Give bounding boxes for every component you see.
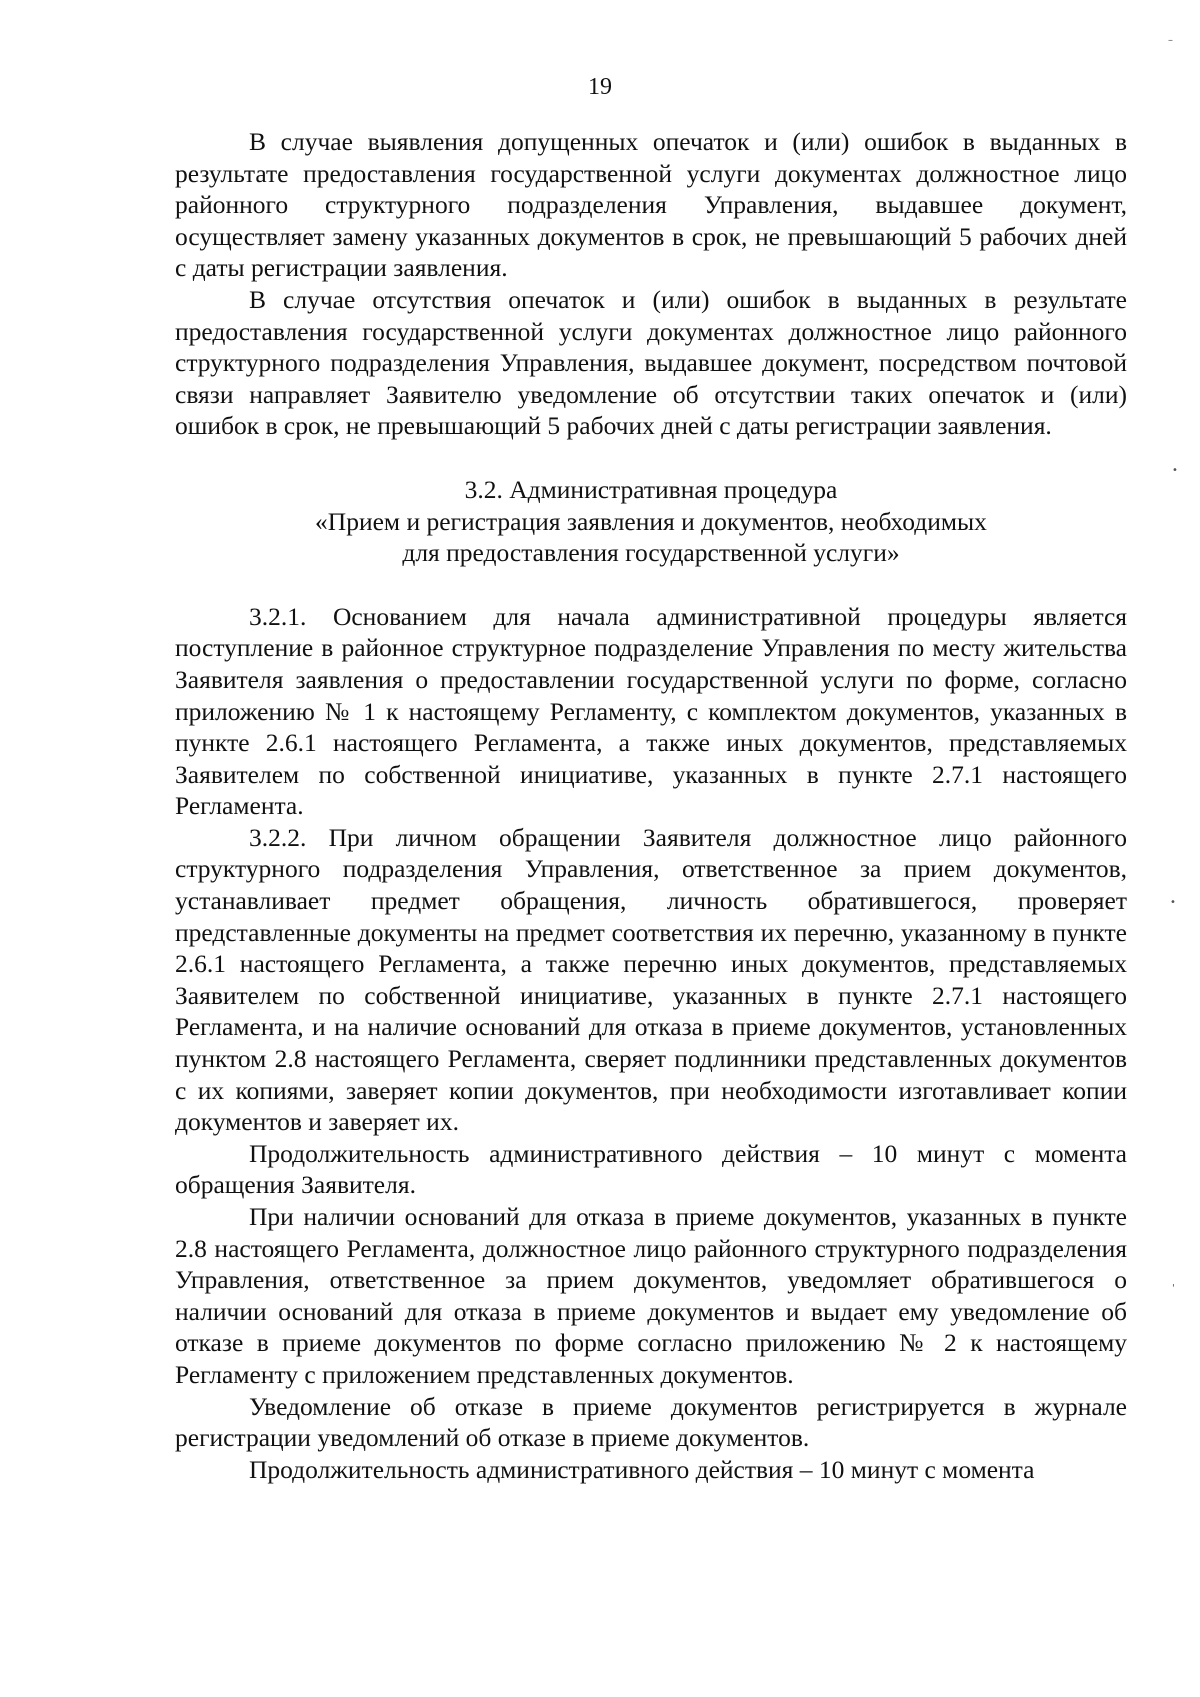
paragraph-duration-1: Продолжительность административного действия – 10 минут с момента обращения Заявителя.	[175, 1138, 1127, 1200]
section-heading	[175, 474, 1127, 569]
scan-speck: •	[1170, 897, 1176, 908]
scan-speck: –	[1168, 35, 1173, 46]
paragraph-duration-2: Продолжительность административного действия – 10 минут с момента	[249, 1454, 1035, 1484]
paragraph-no-typo-notice: В случае отсутствия опечаток и (или) ошибок в выданных в результате предоставления государственной услуги документах должностное лицо районного структурного подразделения Управления, выдавшее документ, посредством почтовой связи направляет Заявителю уведомление об отсутствии таких опечаток и (или) ошибок в срок, не превышающий 5 рабочих дней с даты регистрации заявления.	[175, 284, 1127, 441]
page-number: 19	[588, 74, 612, 100]
paragraph-typo-correction: В случае выявления допущенных опечаток и (или) ошибок в выданных в результате предоставления государственной услуги документах должностное лицо районного структурного подразделения Управления, выдавшее документ, осуществляет замену указанных документов в срок, не превышающий 5 рабочих дней с даты регистрации заявления.	[175, 127, 1127, 283]
paragraph-refusal-registration: Уведомление об отказе в приеме документов регистрируется в журнале регистрации уведомлений об отказе в приеме документов.	[175, 1391, 1127, 1453]
paragraph-refusal-grounds: При наличии оснований для отказа в приеме документов, указанных в пункте 2.8 настоящего Регламента, должностное лицо районного структурного подразделения Управления, ответственное за прием документов, уведомляет обратившегося о наличии оснований для отказа в приеме документов и выдает ему уведомление об отказе в приеме документов по форме согласно приложению № 2 к настоящему Регламенту с приложением представленных документов.	[175, 1202, 1127, 1389]
section-heading-number: 3.2. Административная процедура	[464, 474, 838, 504]
paragraph-3-2-2: 3.2.2. При личном обращении Заявителя должностное лицо районного структурного подразделения Управления, ответственное за прием документов, устанавливает предмет обращения, личность обратившегося, проверяет представленные документы на предмет соответствия их перечню, указанному в пункте 2.6.1 настоящего Регламента, а также перечню иных документов, представляемых Заявителем по собственной инициативе, указанных в пункте 2.7.1 настоящего Регламента, и на наличие оснований для отказа в приеме документов, установленных пунктом 2.8 настоящего Регламента, сверяет подлинники представленных документов с их копиями, заверяет копии документов, при необходимости изготавливает копии документов и заверяет их.	[175, 822, 1127, 1137]
scan-speck: '	[1172, 1283, 1175, 1294]
section-heading-title-line-2: для предоставления государственной услуги»	[402, 538, 900, 568]
scan-speck: •	[1172, 465, 1178, 476]
paragraph-3-2-1: 3.2.1. Основанием для начала административной процедуры является поступление в районное структурное подразделение Управления по месту жительства Заявителя заявления о предоставлении государственной услуги по форме, согласно приложению № 1 к настоящему Регламенту, с комплектом документов, указанных в пункте 2.6.1 настоящего Регламента, а также иных документов, представляемых Заявителем по собственной инициативе, указанных в пункте 2.7.1 настоящего Регламента.	[175, 601, 1127, 821]
section-heading-title-line-1: «Прием и регистрация заявления и документов, необходимых	[315, 506, 987, 536]
document-body	[175, 126, 1127, 1485]
